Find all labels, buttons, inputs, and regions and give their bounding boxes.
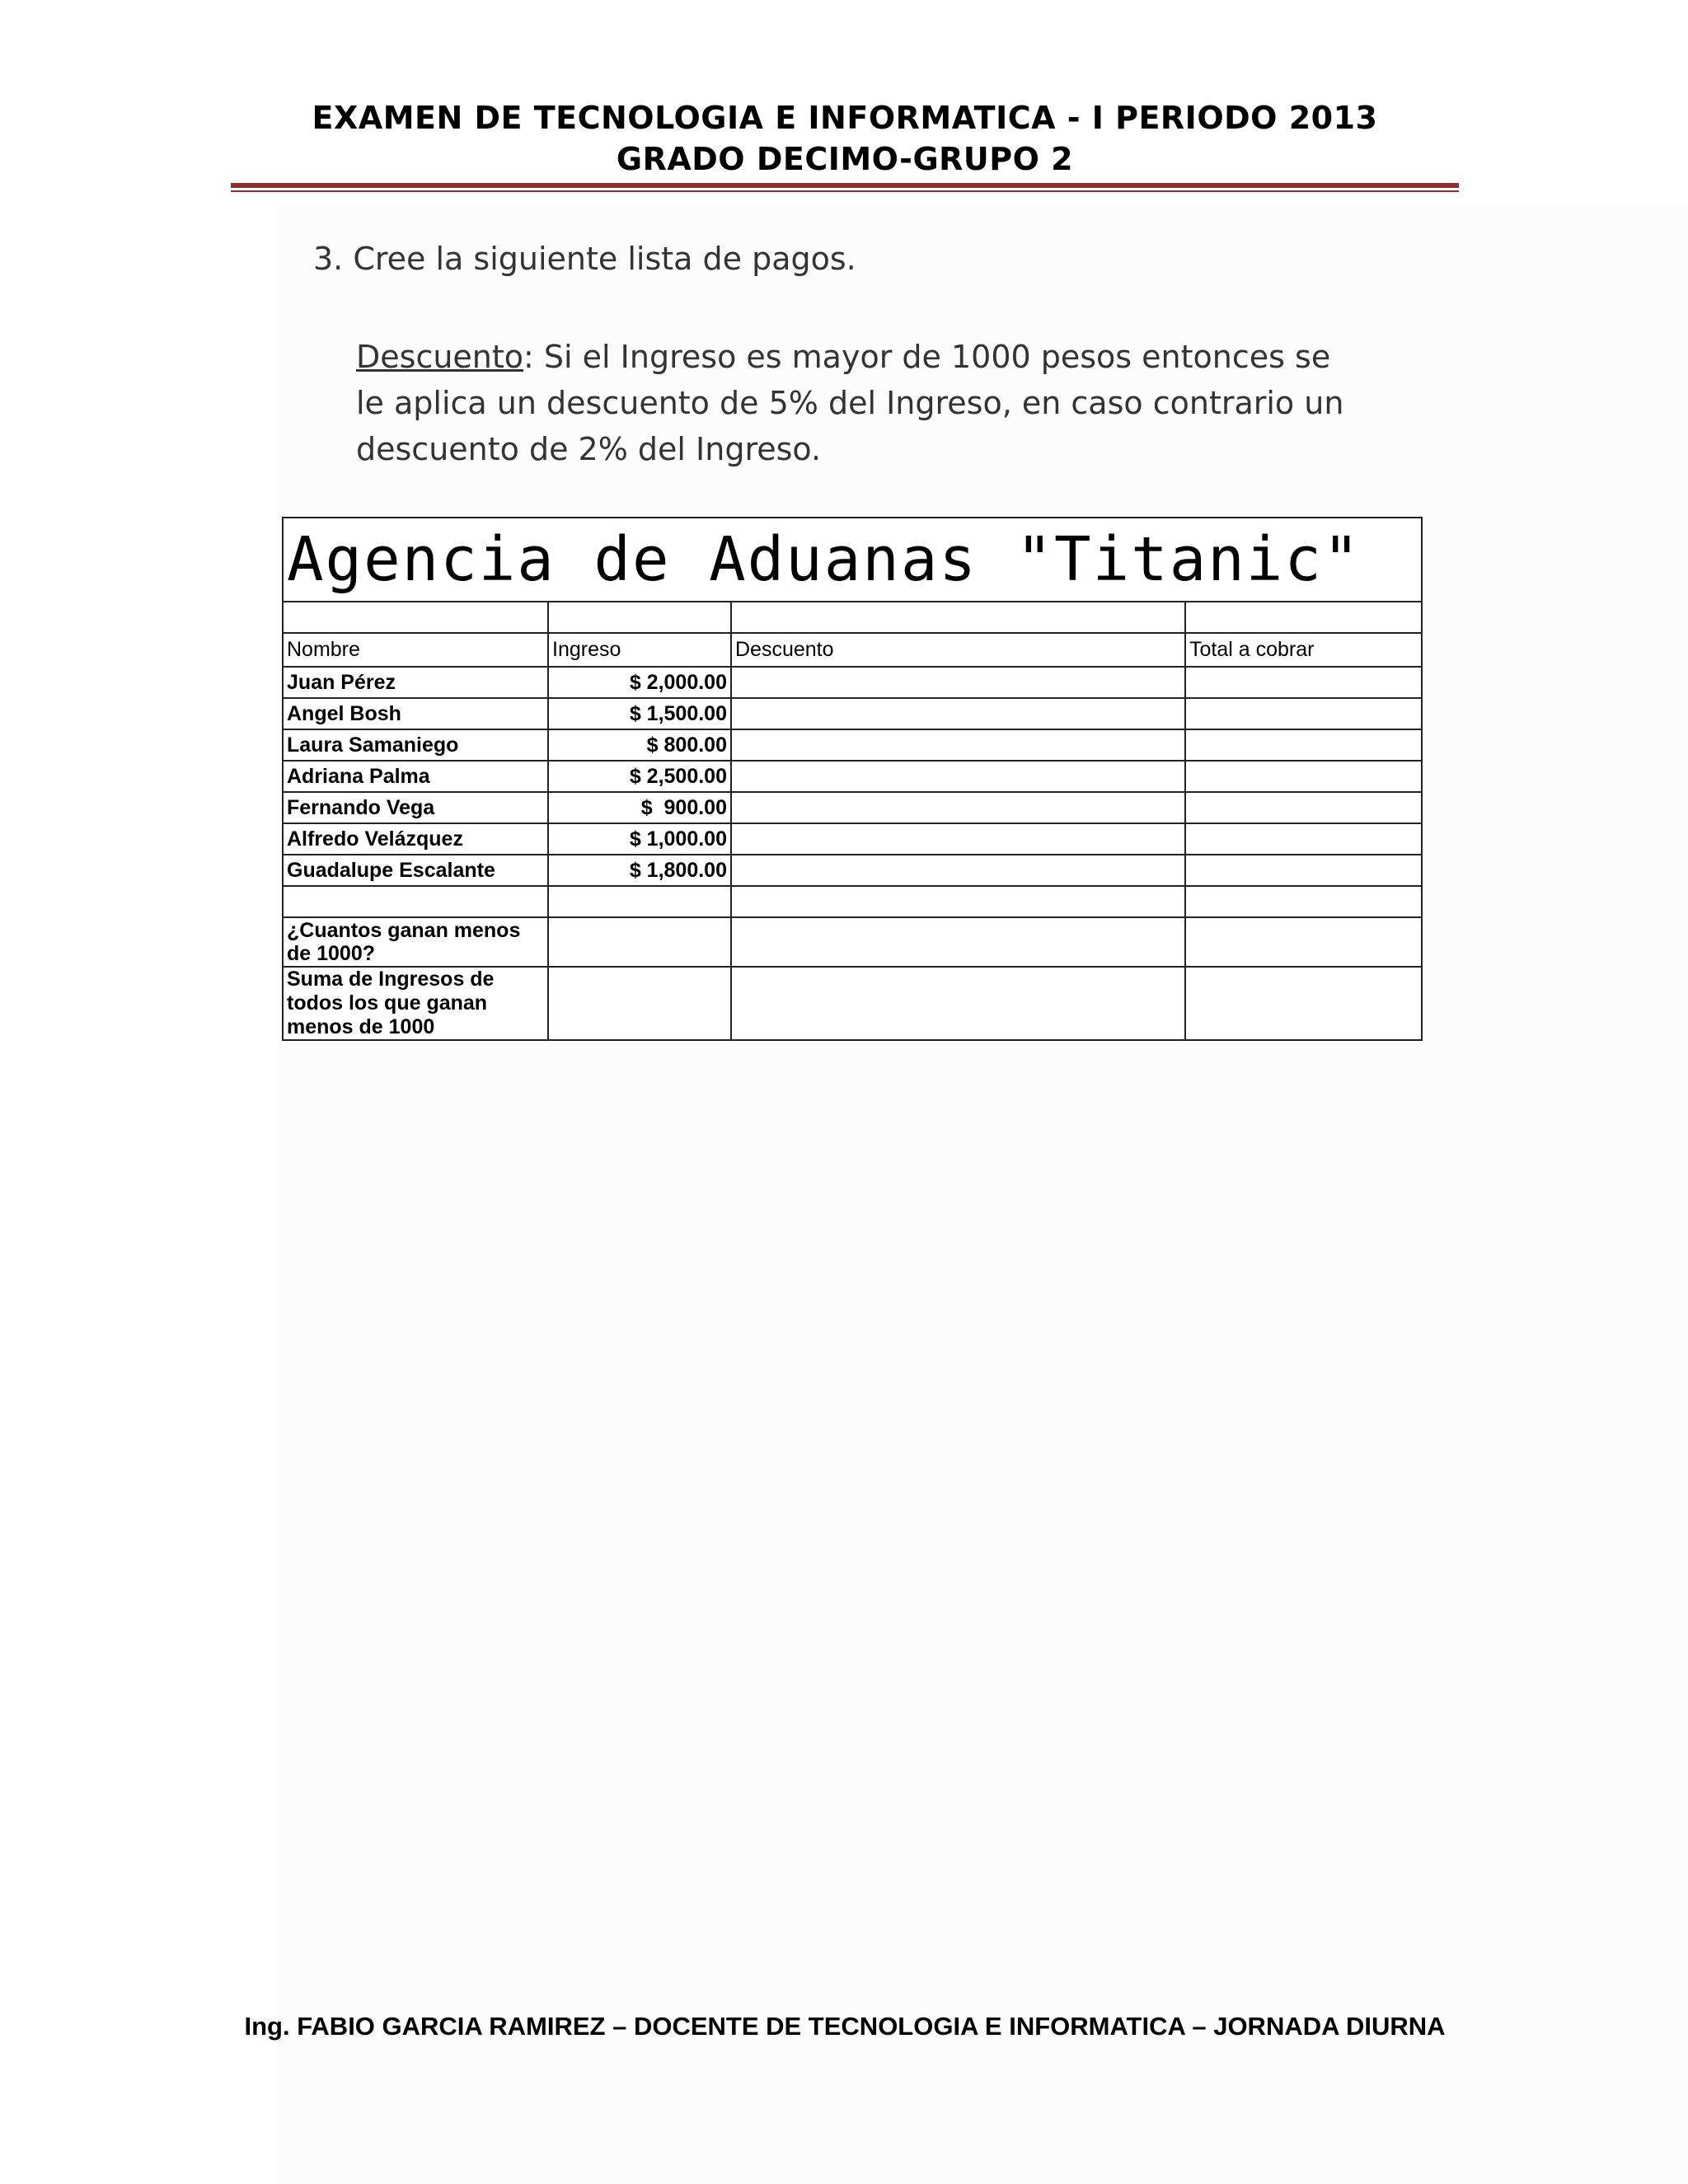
table-row	[283, 667, 1422, 698]
table-row	[283, 729, 1422, 761]
cell-total	[1185, 792, 1422, 823]
cell-ingreso: $ 800.00	[548, 729, 731, 761]
summary-count-label: ¿Cuantos ganan menos de 1000?	[283, 917, 548, 967]
col-header-descuento: Descuento	[731, 633, 1185, 667]
column-header-row	[283, 633, 1422, 667]
cell-nombre: Angel Bosh	[283, 698, 548, 729]
sheet-title-row	[283, 518, 1422, 602]
cell-total	[1185, 729, 1422, 761]
cell-ingreso: $ 1,500.00	[548, 698, 731, 729]
page-header	[231, 97, 1459, 180]
col-header-total: Total a cobrar	[1185, 633, 1422, 667]
cell-nombre: Fernando Vega	[283, 792, 548, 823]
discount-label: Descuento	[356, 339, 524, 375]
discount-rule-text: : Si el Ingreso es mayor de 1000 pesos entonces se le aplica un descuento de 5% del Ingreso, en caso contrario un descuento de 2% del Ingreso.	[356, 339, 1344, 467]
sheet-title: Agencia de Aduanas "Titanic"	[283, 518, 1422, 602]
cell-descuento	[731, 855, 1185, 886]
page-footer: Ing. FABIO GARCIA RAMIREZ – DOCENTE DE TECNOLOGIA E INFORMATICA – JORNADA DIURNA	[244, 2012, 1446, 2041]
table-row	[283, 792, 1422, 823]
cell-descuento	[731, 729, 1185, 761]
cell-total	[1185, 823, 1422, 855]
col-header-nombre: Nombre	[283, 633, 548, 667]
cell-total	[1185, 855, 1422, 886]
col-header-ingreso: Ingreso	[548, 633, 731, 667]
cell-total	[1185, 667, 1422, 698]
table-row	[283, 855, 1422, 886]
summary-sum-label: Suma de Ingresos de todos los que ganan menos de 1000	[283, 967, 548, 1040]
cell-ingreso: $ 1,800.00	[548, 855, 731, 886]
question-number: 3. Cree la siguiente lista de pagos.	[313, 241, 856, 277]
cell-ingreso: $ 2,000.00	[548, 667, 731, 698]
cell-descuento	[731, 792, 1185, 823]
cell-nombre: Juan Pérez	[283, 667, 548, 698]
cell-ingreso: $ 2,500.00	[548, 761, 731, 792]
cell-nombre: Alfredo Velázquez	[283, 823, 548, 855]
blank-row	[283, 602, 1422, 633]
header-rule-thick	[231, 183, 1459, 188]
payments-sheet	[282, 517, 1423, 1041]
cell-descuento	[731, 667, 1185, 698]
cell-nombre: Laura Samaniego	[283, 729, 548, 761]
cell-total	[1185, 761, 1422, 792]
question-paragraph	[356, 334, 1353, 472]
header-subtitle: GRADO DECIMO-GRUPO 2	[616, 141, 1074, 177]
cell-total	[1185, 698, 1422, 729]
cell-descuento	[731, 823, 1185, 855]
table-row	[283, 698, 1422, 729]
summary-row	[283, 917, 1422, 967]
cell-descuento	[731, 698, 1185, 729]
blank-row	[283, 886, 1422, 917]
table-row	[283, 761, 1422, 792]
cell-ingreso: $ 1,000.00	[548, 823, 731, 855]
cell-ingreso: $ 900.00	[548, 792, 731, 823]
header-title: EXAMEN DE TECNOLOGIA E INFORMATICA - I PERIODO 2013	[312, 100, 1378, 136]
header-rule-thin	[231, 190, 1459, 192]
table-row	[283, 823, 1422, 855]
cell-nombre: Adriana Palma	[283, 761, 548, 792]
scanned-image-area	[277, 206, 1688, 2184]
cell-nombre: Guadalupe Escalante	[283, 855, 548, 886]
summary-row	[283, 967, 1422, 1040]
cell-descuento	[731, 761, 1185, 792]
